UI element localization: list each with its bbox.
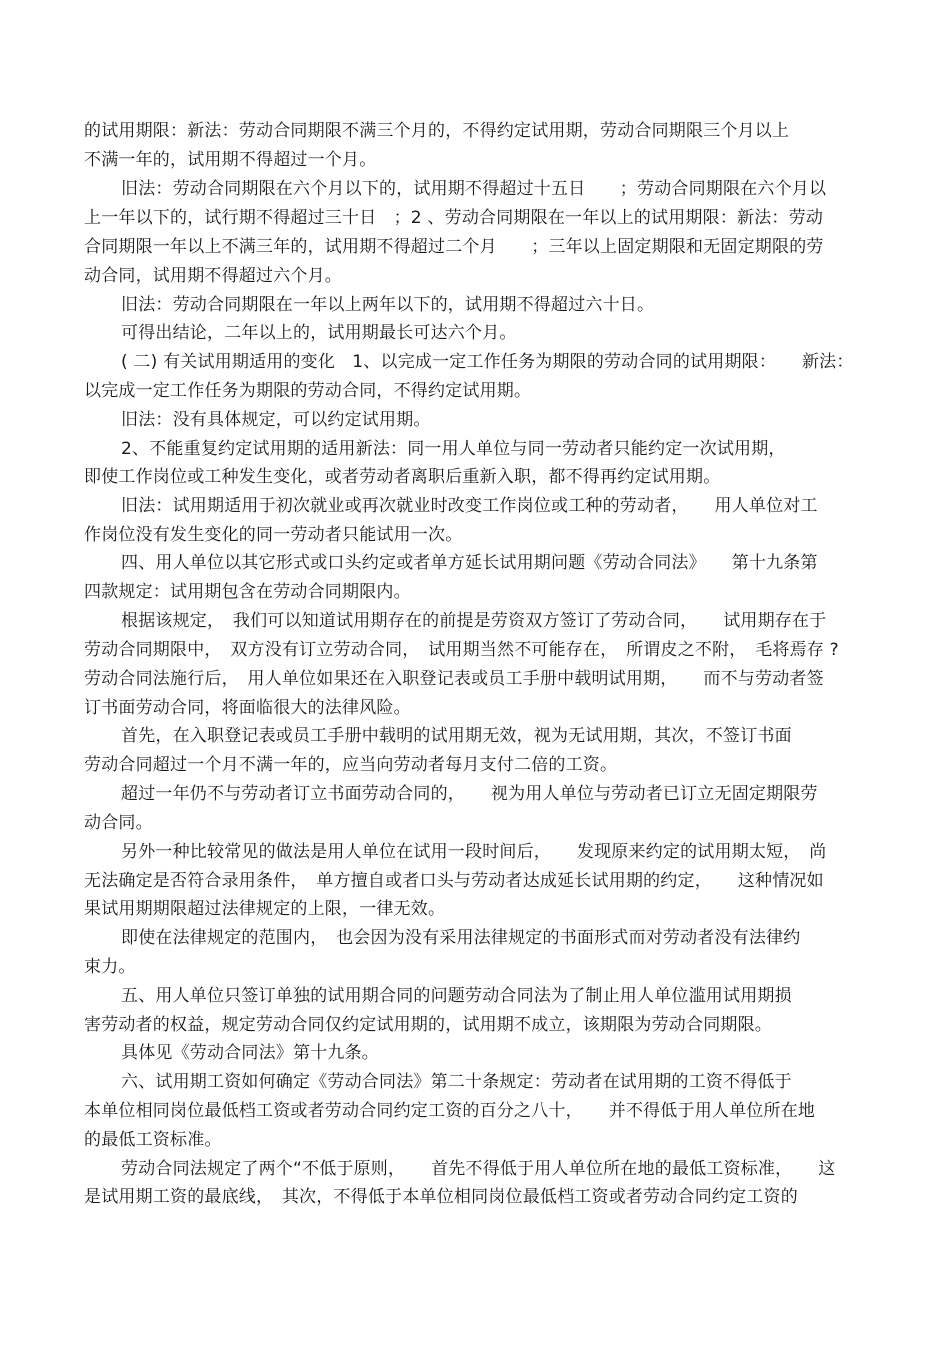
text-line: 另外一种比较常见的做法是用人单位在试用一段时间后， 发现原来约定的试用期太短， 尚 bbox=[121, 842, 827, 862]
text-line: 五、用人单位只签订单独的试用期合同的问题劳动合同法为了制止用人单位滥用试用期损 bbox=[121, 986, 792, 1006]
text-line: 根据该规定， 我们可以知道试用期存在的前提是劳资双方签订了劳动合同， 试用期存在于 bbox=[121, 611, 827, 631]
text-line: 劳动合同法施行后， 用人单位如果还在入职登记表或员工手册中载明试用期， 而不与劳动者签 bbox=[84, 669, 824, 689]
text-line: 即使工作岗位或工种发生变化，或者劳动者离职后重新入职，都不得再约定试用期。 bbox=[84, 467, 721, 487]
text-line: 订书面劳动合同，将面临很大的法律风险。 bbox=[84, 698, 411, 718]
text-line: 动合同，试用期不得超过六个月。 bbox=[84, 266, 342, 286]
text-line: 首先，在入职登记表或员工手册中载明的试用期无效，视为无试用期，其次，不签订书面 bbox=[121, 726, 792, 746]
text-line: 无法确定是否符合录用条件， 单方擅自或者口头与劳动者达成延长试用期的约定， 这种情况如 bbox=[84, 871, 824, 891]
text-line: 害劳动者的权益，规定劳动合同仅约定试用期的，试用期不成立，该期限为劳动合同期限。 bbox=[84, 1015, 772, 1035]
text-line: 四款规定：试用期包含在劳动合同期限内。 bbox=[84, 582, 411, 602]
text-line: 四、用人单位以其它形式或口头约定或者单方延长试用期问题《劳动合同法》 第十九条第 bbox=[121, 553, 818, 573]
text-line: 旧法：劳动合同期限在一年以上两年以下的，试用期不得超过六十日。 bbox=[121, 295, 655, 315]
text-line: 合同期限一年以上不满三年的，试用期不得超过二个月 ；三年以上固定期限和无固定期限的劳 bbox=[84, 237, 824, 257]
text-line: 束力。 bbox=[84, 957, 136, 977]
text-line: 上一年以下的，试行期不得超过三十日 ；2 、劳动合同期限在一年以上的试用期限：新法：劳动 bbox=[84, 208, 824, 228]
text-line: 旧法：劳动合同期限在六个月以下的，试用期不得超过十五日 ；劳动合同期限在六个月以 bbox=[121, 179, 827, 199]
text-line: 动合同。 bbox=[84, 813, 153, 833]
text-line: ( 二) 有关试用期适用的变化 1、以完成一定工作任务为期限的劳动合同的试用期限： 新法： bbox=[121, 352, 854, 372]
text-line: 不满一年的，试用期不得超过一个月。 bbox=[84, 150, 377, 170]
text-line: 劳动合同期限中， 双方没有订立劳动合同， 试用期当然不可能存在， 所谓皮之不附， 毛将焉存 ? bbox=[84, 640, 839, 660]
text-line: 劳动合同法规定了两个“不低于原则， 首先不得低于用人单位所在地的最低工资标准， 这 bbox=[121, 1159, 836, 1179]
text-line: 旧法：试用期适用于初次就业或再次就业时改变工作岗位或工种的劳动者， 用人单位对工 bbox=[121, 496, 818, 516]
text-line: 的试用期限：新法：劳动合同期限不满三个月的，不得约定试用期，劳动合同期限三个月以上 bbox=[84, 121, 790, 141]
text-line: 作岗位没有发生变化的同一劳动者只能试用一次。 bbox=[84, 525, 463, 545]
text-line: 可得出结论，二年以上的，试用期最长可达六个月。 bbox=[121, 323, 517, 343]
text-line: 具体见《劳动合同法》第十九条。 bbox=[121, 1043, 379, 1063]
text-line: 六、试用期工资如何确定《劳动合同法》第二十条规定：劳动者在试用期的工资不得低于 bbox=[121, 1072, 792, 1092]
text-line: 2、不能重复约定试用期的适用新法：同一用人单位与同一劳动者只能约定一次试用期， bbox=[121, 439, 786, 459]
text-line: 本单位相同岗位最低档工资或者劳动合同约定工资的百分之八十， 并不得低于用人单位所在地 bbox=[84, 1101, 816, 1121]
text-line: 以完成一定工作任务为期限的劳动合同，不得约定试用期。 bbox=[84, 381, 532, 401]
text-line: 果试用期期限超过法律规定的上限，一律无效。 bbox=[84, 899, 446, 919]
text-line: 的最低工资标准。 bbox=[84, 1130, 222, 1150]
text-line: 是试用期工资的最底线， 其次，不得低于本单位相同岗位最低档工资或者劳动合同约定工资的 bbox=[84, 1187, 798, 1207]
text-line: 超过一年仍不与劳动者订立书面劳动合同的， 视为用人单位与劳动者已订立无固定期限劳 bbox=[121, 784, 818, 804]
text-line: 即使在法律规定的范围内， 也会因为没有采用法律规定的书面形式而对劳动者没有法律约 bbox=[121, 928, 801, 948]
text-line: 旧法：没有具体规定，可以约定试用期。 bbox=[121, 410, 431, 430]
text-line: 劳动合同超过一个月不满一年的，应当向劳动者每月支付二倍的工资。 bbox=[84, 755, 618, 775]
